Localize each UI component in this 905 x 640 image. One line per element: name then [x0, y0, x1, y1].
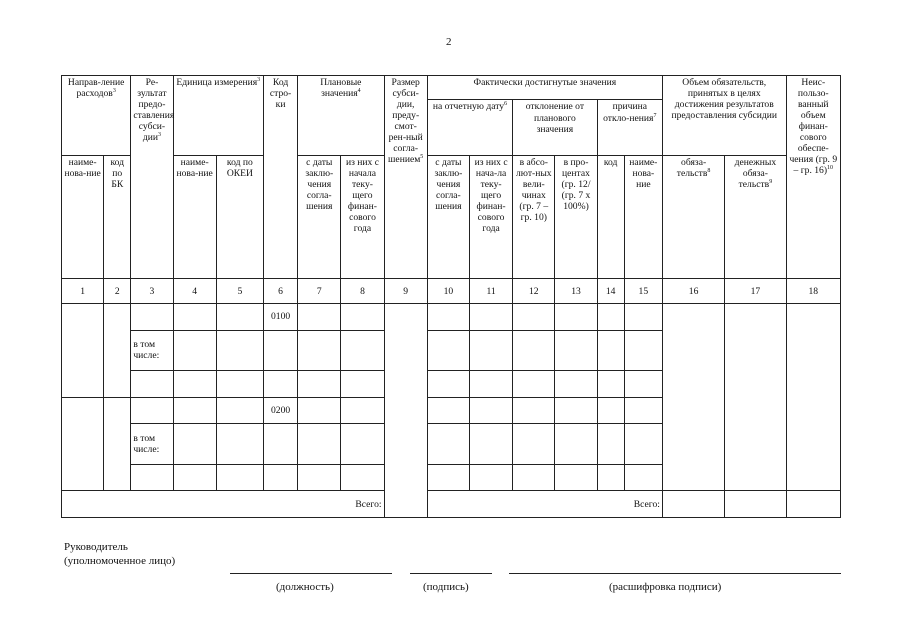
- subheader-obligations: обяза-тельств$^8$: [662, 155, 724, 279]
- column-number: 5: [216, 279, 263, 303]
- position-line[interactable]: [230, 573, 392, 574]
- including-label: в том числе:: [131, 330, 173, 370]
- subheader-name: наиме-нова-ние: [62, 155, 104, 279]
- header-expense-direction: Направ-ление расходов$^3$: [62, 76, 131, 156]
- column-number: 6: [264, 279, 298, 303]
- subheader-reason-name: наиме-нова-ние: [624, 155, 662, 279]
- line-code-0200: 0200: [264, 397, 298, 424]
- column-number: 7: [298, 279, 341, 303]
- header-deviation: отклонение от планового значения: [513, 100, 597, 155]
- subheader-deviation-absolute: в абсо-лют-ных вели-чинах (гр. 7 – гр. 10): [513, 155, 555, 279]
- column-number: 3: [131, 279, 173, 303]
- header-subsidy-size: Размер субси-дии, преду-смот-рен-ный согла-шением$^5$: [384, 76, 427, 279]
- header-result: Ре-зультат предо-ставления субси-дии$^3$: [131, 76, 173, 279]
- column-number: 12: [513, 279, 555, 303]
- column-number: 1: [62, 279, 104, 303]
- signature-line[interactable]: [410, 573, 492, 574]
- header-unit: Единица измерения$^3$: [173, 76, 263, 156]
- signature-caption: (подпись): [423, 581, 469, 593]
- header-reporting-date: на отчетную дату$^6$: [427, 100, 512, 155]
- column-number: 2: [104, 279, 131, 303]
- position-caption: (должность): [276, 581, 334, 593]
- subheader-plan-from-date: с даты заклю-чения согла-шения: [298, 155, 341, 279]
- header-unused-volume: Неис-пользо-ванный объем финан-сового обеспе-чения (гр. 9 – гр. 16)$^{10}$: [786, 76, 840, 279]
- column-numbers-row: [62, 279, 841, 303]
- table-row: [62, 303, 841, 330]
- signature-head-title: Руководитель: [64, 541, 128, 553]
- subheader-reason-code: код: [597, 155, 624, 279]
- subsidy-report-table: [61, 75, 841, 518]
- subheader-actual-current-year: из них с нача-ла теку-щего финан-сового года: [469, 155, 512, 279]
- header-line-code: Код стро-ки: [264, 76, 298, 279]
- including-label: в том числе:: [131, 424, 173, 464]
- decoding-caption: (расшифровка подписи): [609, 581, 722, 593]
- column-number: 16: [662, 279, 724, 303]
- subheader-money-obligations: денежных обяза-тельств$^9$: [725, 155, 786, 279]
- signature-head-subtitle: (уполномоченное лицо): [64, 555, 176, 567]
- header-obligations: Объем обязательств, принятых в целях достижения результатов предоставления субсидии: [662, 76, 786, 156]
- total-row: [62, 491, 841, 518]
- header-deviation-reason: причина откло-нения$^7$: [597, 100, 662, 155]
- column-number: 9: [384, 279, 427, 303]
- page-number: 2: [446, 36, 452, 48]
- column-number: 11: [469, 279, 512, 303]
- column-number: 8: [341, 279, 384, 303]
- header-planned-values: Плановые значения$^4$: [298, 76, 384, 156]
- column-number: 15: [624, 279, 662, 303]
- subheader-okei-code: код по ОКЕИ: [216, 155, 263, 279]
- total-label-actual: Всего:: [427, 491, 662, 518]
- column-number: 13: [555, 279, 597, 303]
- column-number: 10: [427, 279, 469, 303]
- total-label: Всего:: [62, 491, 385, 518]
- subheader-plan-current-year: из них с начала теку-щего финан-сового года: [341, 155, 384, 279]
- subheader-actual-from-date: с даты заклю-чения согла-шения: [427, 155, 469, 279]
- header-actual-values: Фактически достигнутые значения: [427, 76, 662, 100]
- subheader-unit-name: наиме-нова-ние: [173, 155, 216, 279]
- subheader-bk-code: код по БК: [104, 155, 131, 279]
- column-number: 18: [786, 279, 840, 303]
- subheader-deviation-percent: в про-центах (гр. 12/ (гр. 7 x 100%): [555, 155, 597, 279]
- decoding-line[interactable]: [509, 573, 841, 574]
- line-code-0100: 0100: [264, 303, 298, 330]
- column-number: 14: [597, 279, 624, 303]
- column-number: 4: [173, 279, 216, 303]
- column-number: 17: [725, 279, 786, 303]
